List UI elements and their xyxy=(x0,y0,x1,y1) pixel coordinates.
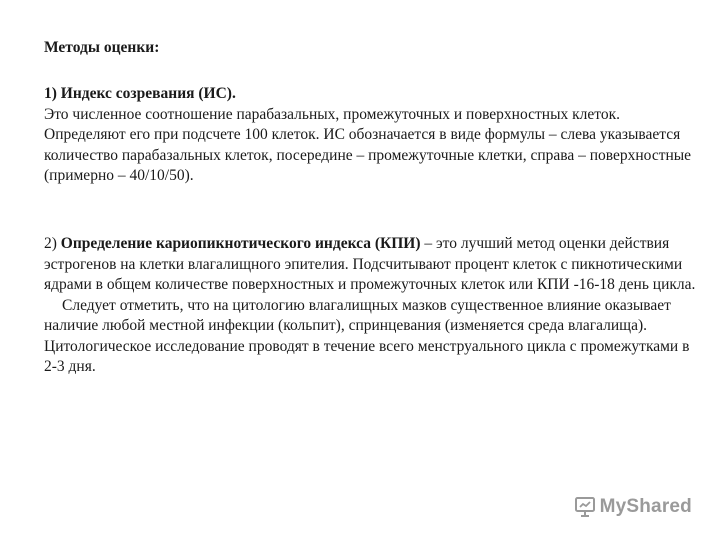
section2-body: – это лучший метод оценки действия эстрогенов на клетки влагалищного эпителия. Подсчитывают процент клеток с пикнотическими ядрами в общем количестве поверхностных и промежуточных клеток или КПИ -16-18 день цикла. xyxy=(44,235,696,293)
section1-title: 1) Индекс созревания (ИС). xyxy=(44,85,236,102)
section2-paragraph xyxy=(44,234,700,296)
page-title: Методы оценки: xyxy=(44,39,160,56)
section2-title: Определение кариопикнотического индекса (КПИ) xyxy=(60,235,421,252)
section-maturation-index xyxy=(44,84,700,187)
watermark-text: MyShared xyxy=(599,496,692,517)
presentation-board-icon xyxy=(574,496,596,518)
section2-note: Следует отметить, что на цитологию влагалищных мазков существенное влияние оказывает наличие любой местной инфекции (кольпит), спринцевания (изменяется среда влагалища). Цитологическое исследование проводят в течение всего менструального цикла с промежутками в 2-3 дня. xyxy=(44,296,690,375)
section1-body: Это численное соотношение парабазальных, промежуточных и поверхностных клеток. Определяют его при подсчете 100 клеток. ИС обозначается в виде формулы – слева указывается количество парабазальных клеток, посередине – промежуточные клетки, справа – поверхностные (примерно – 40/10/50). xyxy=(44,105,692,184)
section-kpi xyxy=(44,234,700,378)
slide-content xyxy=(44,38,700,375)
section2-number: 2) xyxy=(44,235,61,252)
watermark xyxy=(574,496,692,518)
